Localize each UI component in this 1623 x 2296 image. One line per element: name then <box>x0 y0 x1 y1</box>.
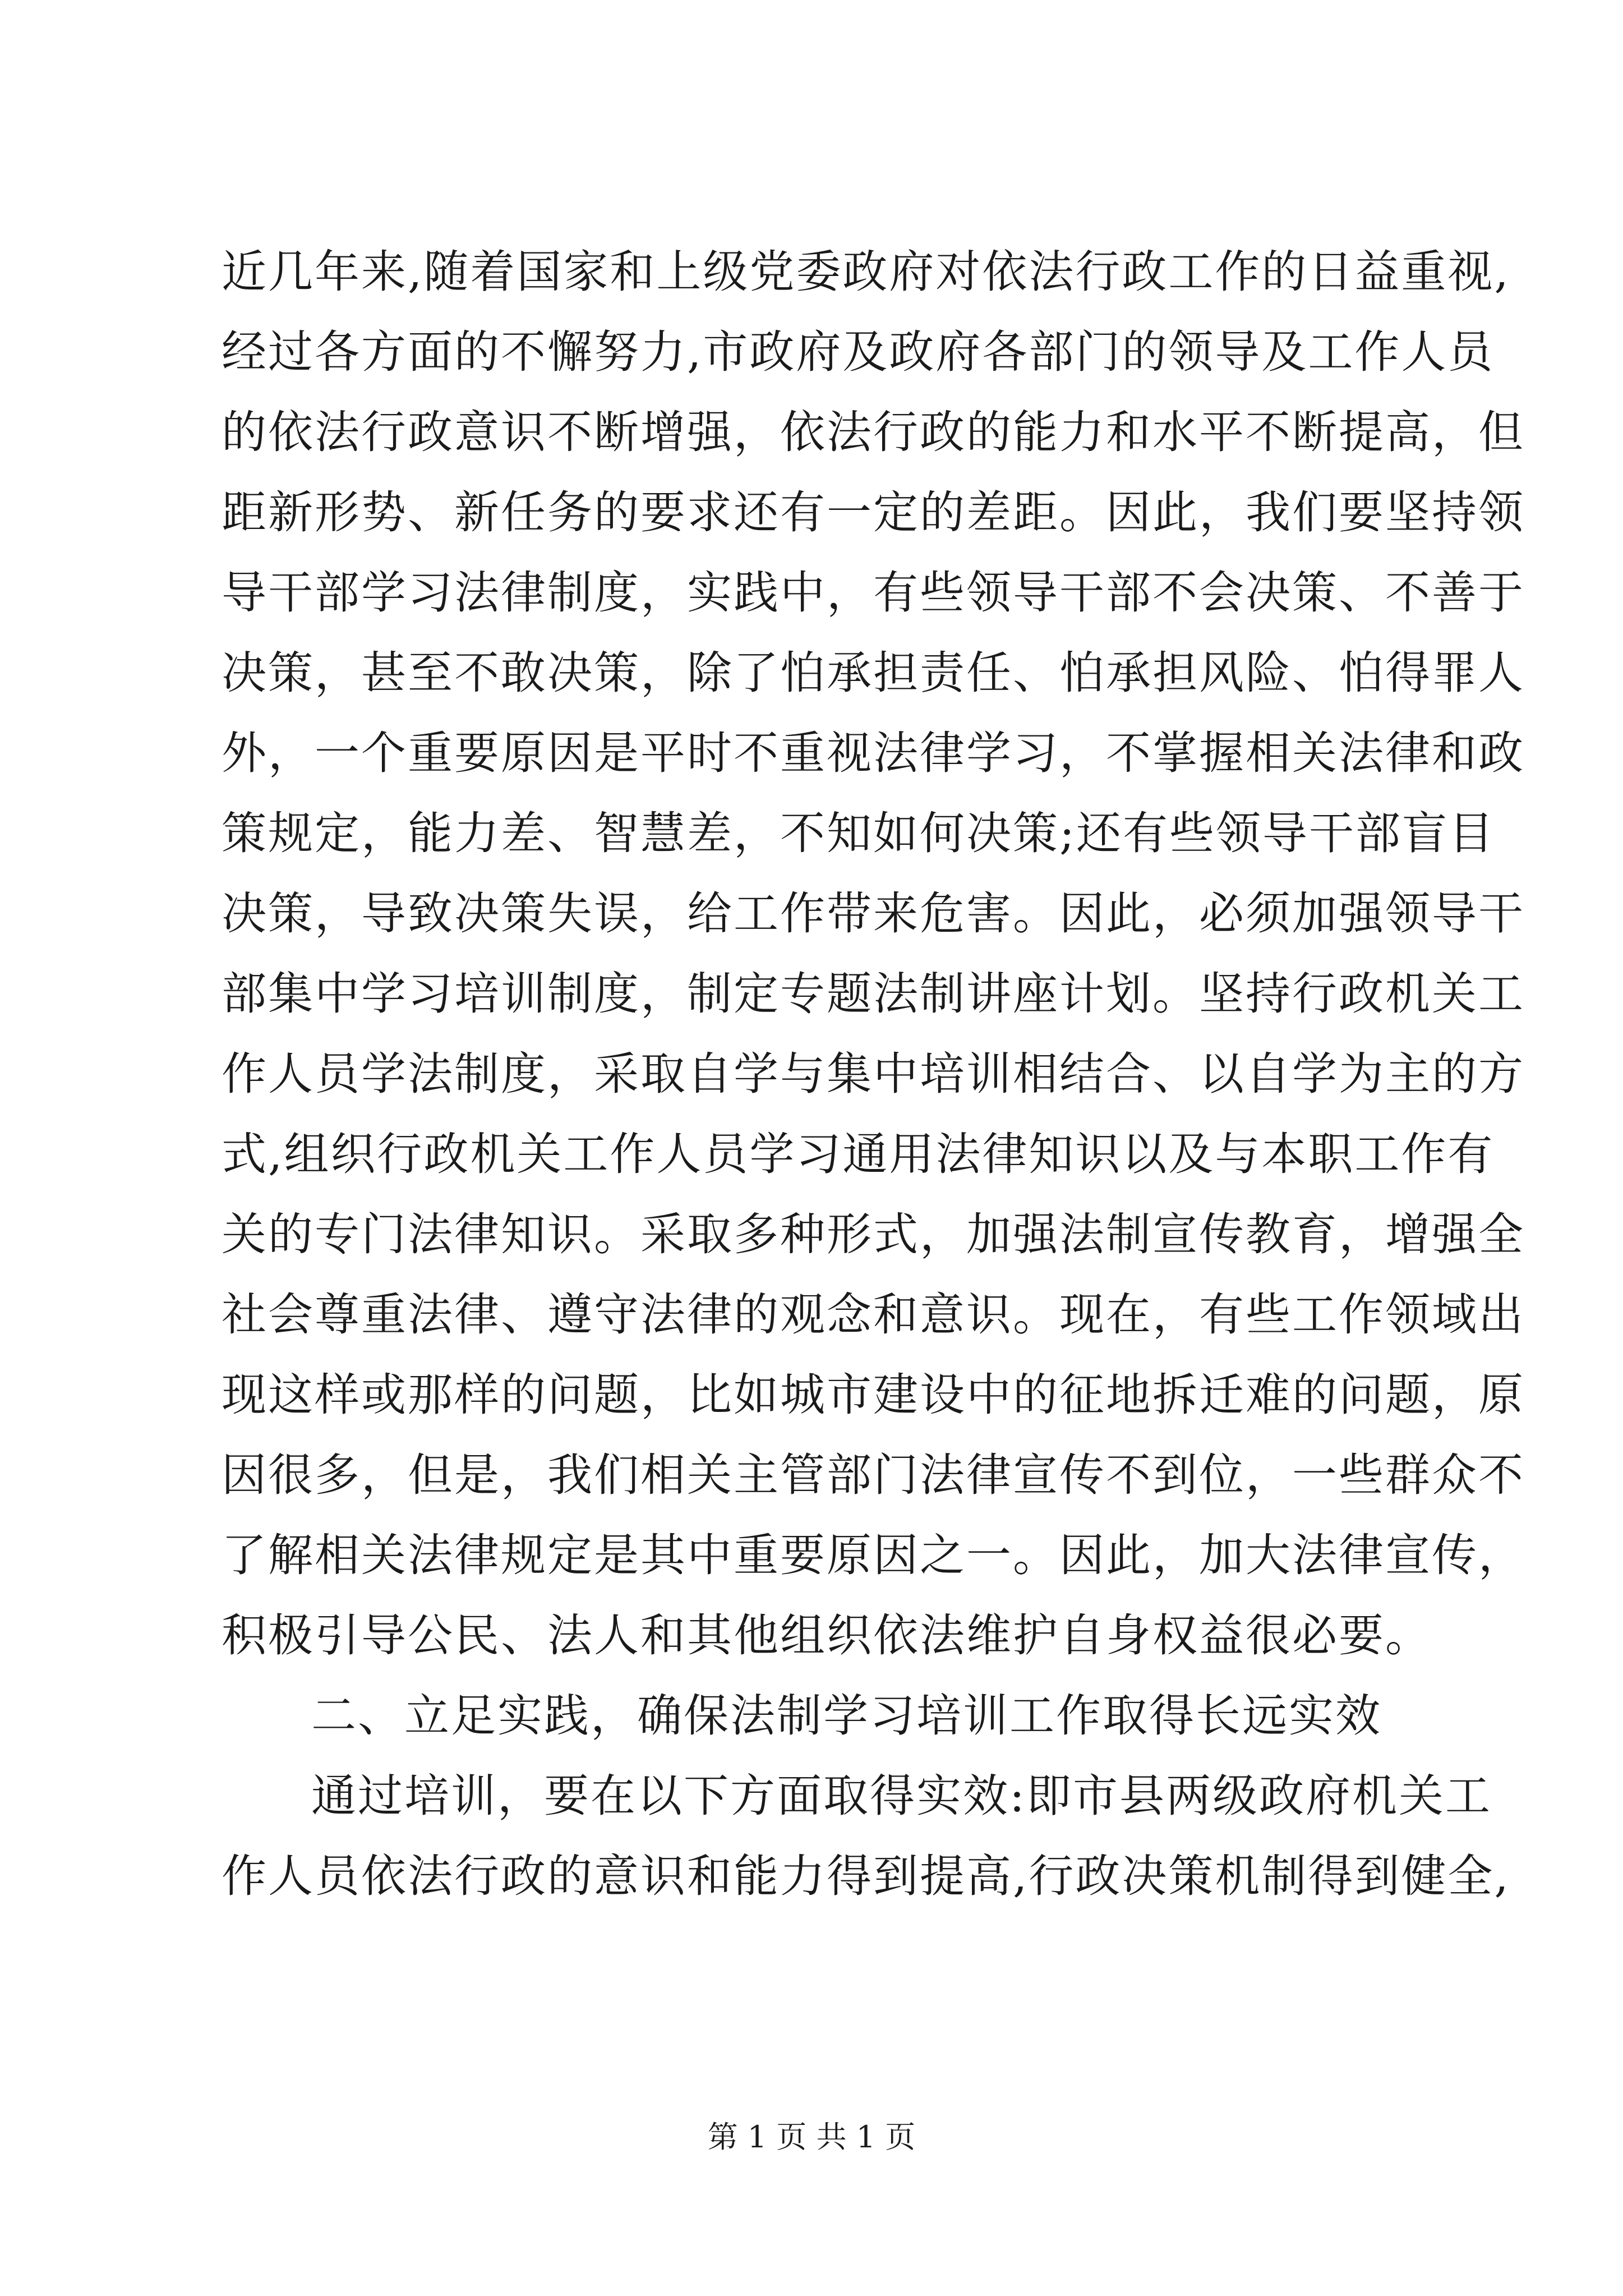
text-line: 部集中学习培训制度，制定专题法制讲座计划。坚持行政机关工 <box>222 968 1525 1020</box>
text-line: 作人员学法制度，采取自学与集中培训相结合、以自学为主的方 <box>222 1048 1525 1100</box>
text-line: 决策，甚至不敢决策，除了怕承担责任、怕承担风险、怕得罪人 <box>222 647 1525 699</box>
text-line: 距新形势、新任务的要求还有一定的差距。因此，我们要坚持领 <box>222 486 1525 539</box>
text-line: 式,组织行政机关工作人员学习通用法律知识以及与本职工作有 <box>222 1128 1495 1180</box>
text-line: 了解相关法律规定是其中重要原因之一。因此，加大法律宣传， <box>222 1529 1525 1581</box>
text-line: 经过各方面的不懈努力,市政府及政府各部门的领导及工作人员 <box>222 326 1495 378</box>
text-line: 近几年来,随着国家和上级党委政府对依法行政工作的日益重视, <box>222 246 1510 298</box>
text-line: 策规定，能力差、智慧差，不知如何决策;还有些领导干部盲目 <box>222 807 1495 859</box>
text-line: 通过培训，要在以下方面取得实效:即市县两级政府机关工 <box>311 1770 1492 1822</box>
text-line: 二、立足实践，确保法制学习培训工作取得长远实效 <box>311 1690 1382 1742</box>
text-line: 社会尊重法律、遵守法律的观念和意识。现在，有些工作领域出 <box>222 1289 1525 1341</box>
text-line: 因很多，但是，我们相关主管部门法律宣传不到位，一些群众不 <box>222 1449 1525 1501</box>
text-line: 导干部学习法律制度，实践中，有些领导干部不会决策、不善于 <box>222 567 1525 619</box>
page-footer: 第 1 页 共 1 页 <box>707 2119 916 2155</box>
text-line: 作人员依法行政的意识和能力得到提高,行政决策机制得到健全, <box>222 1850 1510 1902</box>
text-line: 现这样或那样的问题，比如城市建设中的征地拆迁难的问题，原 <box>222 1369 1525 1421</box>
text-line: 外，一个重要原因是平时不重视法律学习，不掌握相关法律和政 <box>222 727 1525 779</box>
text-line: 积极引导公民、法人和其他组织依法维护自身权益很必要。 <box>222 1609 1432 1662</box>
text-line: 关的专门法律知识。采取多种形式，加强法制宣传教育，增强全 <box>222 1208 1525 1260</box>
text-line: 决策，导致决策失误，给工作带来危害。因此，必须加强领导干 <box>222 887 1525 940</box>
text-line: 的依法行政意识不断增强，依法行政的能力和水平不断提高，但 <box>222 406 1525 458</box>
